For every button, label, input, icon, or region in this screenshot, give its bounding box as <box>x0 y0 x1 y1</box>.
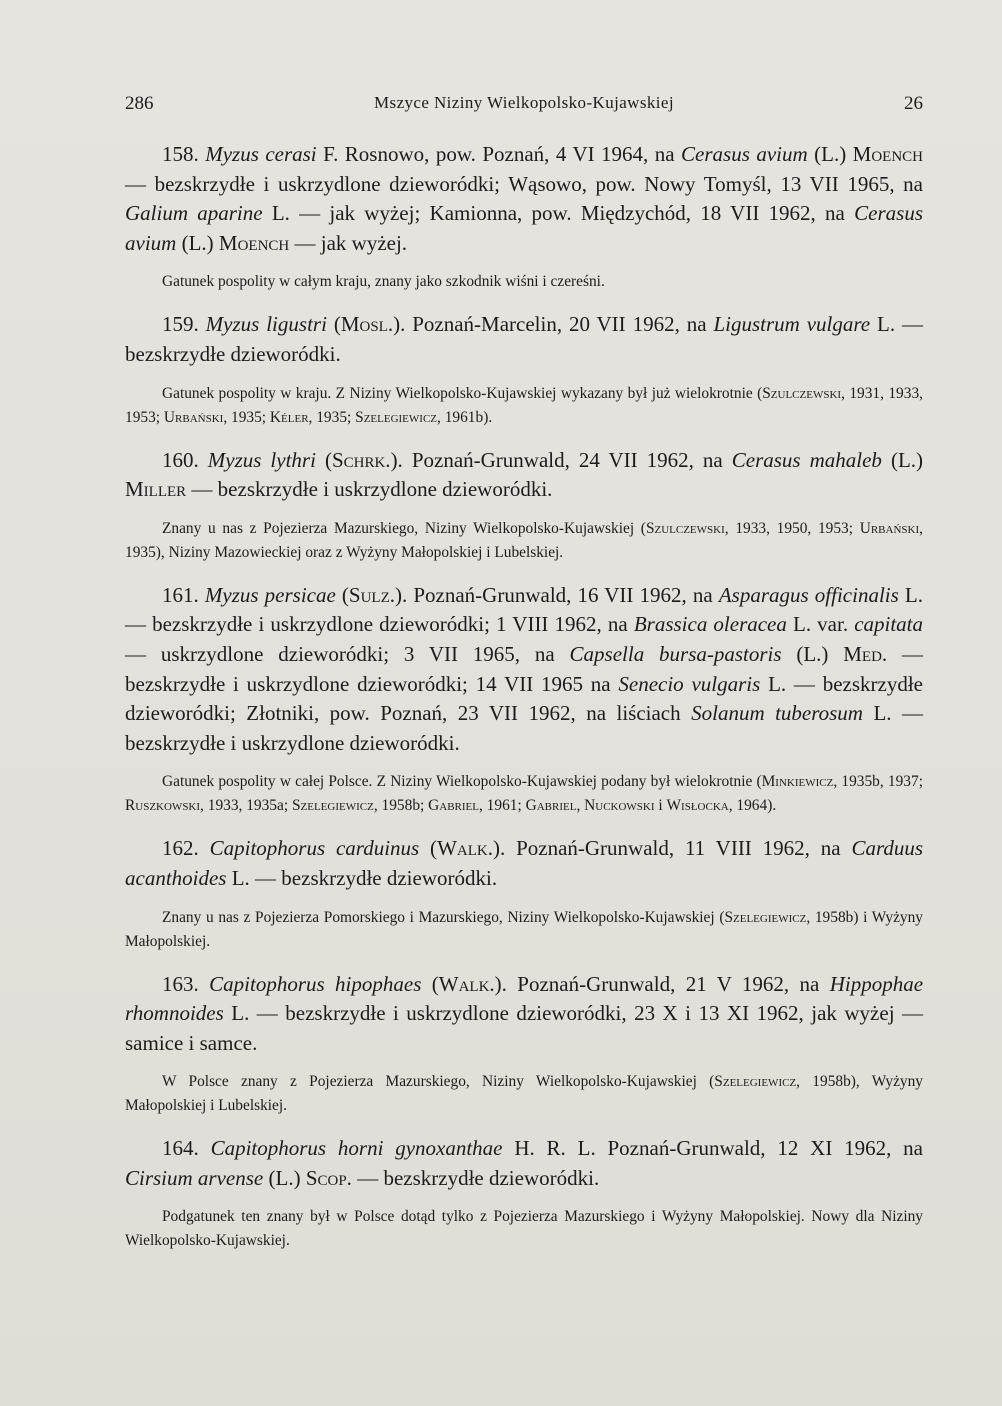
distribution-note <box>125 517 923 565</box>
species-name: Capitophorus horni gynoxanthae <box>210 1136 503 1161</box>
author-name: Mosl. <box>340 312 394 337</box>
author-name: Sulz. <box>348 582 395 607</box>
text-run: , 1958b), Wyżyny Małopolskiej i Lubelskiej. <box>125 1073 923 1115</box>
author-name: Med. <box>843 641 888 666</box>
text-run: L. — bezskrzydłe i uskrzydlone dzieworódki, 23 X i 13 XI 1962, jak wyżej — samice i samce. <box>125 1001 923 1055</box>
author-name: Walk. <box>437 836 493 861</box>
author-name: Minkiewicz <box>761 773 834 791</box>
chapter-number: 26 <box>904 93 923 114</box>
author-name: Szulczewski <box>762 384 842 402</box>
text-run: (L.) <box>263 1165 306 1190</box>
text-run: — bezskrzydłe i uskrzydlone dzieworódki; Wąsowo, pow. Nowy Tomyśl, 13 VII 1965, na <box>125 171 923 196</box>
text-run: (L.) <box>176 230 219 255</box>
species-name: Asparagus officinalis <box>718 582 899 607</box>
text-run: ). Poznań-Grunwald, 21 V 1962, na <box>494 971 830 996</box>
distribution-note <box>125 1070 923 1118</box>
entry-number: 161. <box>162 582 199 607</box>
text-run: , 1935; <box>308 408 356 426</box>
author-name: Scop. <box>305 1165 352 1190</box>
species-name: Cerasus mahaleb <box>731 447 882 472</box>
text-run: , 1961b). <box>437 408 493 426</box>
author-name: Moench <box>218 230 290 255</box>
distribution-note <box>125 770 923 818</box>
species-name: Solanum tuberosum <box>691 701 863 726</box>
text-run: (L.) <box>781 641 844 666</box>
text-run: ( <box>326 312 341 337</box>
species-entry <box>125 310 923 369</box>
author-name: Szelegiewicz <box>724 908 807 926</box>
author-name: Szelegiewicz <box>714 1073 797 1091</box>
text-run: , 1964). <box>728 797 777 815</box>
species-name: Cerasus avium <box>125 201 923 255</box>
author-name: Kéler <box>269 408 309 426</box>
author-name: Moench <box>852 142 923 166</box>
species-name: Hippophae rhomnoides <box>125 971 924 1026</box>
text-run: ). Poznań-Marcelin, 20 VII 1962, na <box>393 312 714 337</box>
page-number: 286 <box>125 93 154 114</box>
species-name: Capitophorus carduinus <box>209 836 420 861</box>
text-run: ( <box>419 836 438 861</box>
text-run: ( <box>315 447 332 472</box>
species-name: Brassica oleracea <box>633 612 787 637</box>
entry-number: 162. <box>162 836 199 861</box>
text-run: ( <box>335 582 349 607</box>
author-name: Urbański <box>859 519 920 537</box>
author-name: Wisłocka <box>666 797 729 815</box>
entry-number: 160. <box>162 447 199 472</box>
species-name: Capitophorus hipophaes <box>209 971 422 996</box>
author-name: Walk. <box>438 971 495 996</box>
text-run: — jak wyżej. <box>289 230 408 255</box>
entry-number: 158. <box>162 142 199 166</box>
text-run: Znany u nas z Pojezierza Pomorskiego i Mazurskiego, Niziny Wielkopolsko-Kujawskiej ( <box>162 908 725 926</box>
text-run: — bezskrzydłe i uskrzydlone dzieworódki; 14 VII 1965 na <box>125 641 923 696</box>
text-run: — bezskrzydłe dzieworódki. <box>351 1165 600 1190</box>
text-run: ). Poznań-Grunwald, 11 VIII 1962, na <box>492 836 852 861</box>
entry-number: 164. <box>162 1136 199 1161</box>
distribution-note <box>125 906 923 954</box>
species-name: Myzus lythri <box>207 447 316 472</box>
distribution-note <box>125 270 923 294</box>
species-name: Ligustrum vulgare <box>713 312 871 337</box>
text-run: F. Rosnowo, pow. Poznań, 4 VI 1964, na <box>316 142 682 166</box>
author-name: Gabriel <box>525 797 577 815</box>
author-name: Szulczewski <box>645 519 725 537</box>
text-run: , 1935; <box>223 408 270 426</box>
species-entry <box>125 1134 923 1193</box>
author-name: Gabriel <box>428 797 479 815</box>
text-run: Gatunek pospolity w kraju. Z Niziny Wielkopolsko-Kujawskiej wykazany był już wielokrotnie ( <box>162 384 763 402</box>
text-run: ). Poznań-Grunwald, 24 VII 1962, na <box>390 447 732 472</box>
author-name: Szelegiewicz <box>355 408 438 426</box>
text-run: L. var. <box>786 612 855 637</box>
text-run: L. — bezskrzydłe i uskrzydlone dzieworódki. <box>125 701 924 755</box>
species-name: Myzus ligustri <box>205 312 327 337</box>
species-name: Myzus persicae <box>204 582 336 607</box>
author-name: Ruszkowski <box>125 797 201 815</box>
text-run: — uskrzydlone dzieworódki; 3 VII 1965, na <box>125 641 570 666</box>
species-name: Cirsium arvense <box>125 1165 264 1190</box>
text-run: L. — bezskrzydłe i uskrzydlone dzieworódki; 1 VIII 1962, na <box>125 582 923 637</box>
distribution-note <box>125 1205 923 1253</box>
author-name: Miller <box>125 477 187 502</box>
text-run: , 1935b, 1937; <box>833 773 923 791</box>
entry-number: 163. <box>162 971 199 996</box>
text-run: , <box>576 797 585 815</box>
species-entry <box>125 581 923 759</box>
running-header <box>125 93 923 123</box>
text-run: L. — bezskrzydłe dzieworódki. <box>226 865 498 890</box>
text-run: — bezskrzydłe i uskrzydlone dzieworódki. <box>186 477 553 502</box>
text-run: Gatunek pospolity w całej Polsce. Z Niziny Wielkopolsko-Kujawskiej podany był wielokrotnie ( <box>162 773 762 791</box>
text-run: , 1933, 1950, 1953; <box>724 519 860 537</box>
page-content <box>125 140 923 1269</box>
text-run: ). Poznań-Grunwald, 16 VII 1962, na <box>395 582 719 607</box>
species-entry <box>125 970 923 1059</box>
species-name: Galium aparine <box>125 201 263 226</box>
author-name: Urbański <box>163 408 224 426</box>
text-run: Podgatunek ten znany był w Polsce dotąd tylko z Pojezierza Mazurskiego i Wyżyny Małopolskiej. Nowy dla Niziny Wielkopolsko-Kujawskiej. <box>125 1208 923 1250</box>
text-run: L. — bezskrzydłe dzieworódki. <box>125 312 923 366</box>
entry-number: 159. <box>162 312 199 337</box>
author-name: Szelegiewicz <box>291 797 374 815</box>
text-run: i <box>654 797 667 815</box>
text-run: L. — jak wyżej; Kamionna, pow. Międzychód, 18 VII 1962, na <box>262 201 855 226</box>
species-entry <box>125 446 923 505</box>
running-title: Mszyce Niziny Wielkopolsko-Kujawskiej <box>374 93 674 112</box>
author-name: Nuckowski <box>584 797 655 815</box>
species-name: Myzus cerasi <box>205 142 317 166</box>
text-run: , 1933, 1935a; <box>200 797 292 815</box>
text-run: , 1961; <box>478 797 526 815</box>
text-run: Gatunek pospolity w całym kraju, znany jako szkodnik wiśni i czereśni. <box>162 273 605 291</box>
species-entry <box>125 140 923 258</box>
text-run: (L.) <box>881 447 924 472</box>
species-entry <box>125 834 923 893</box>
text-run: , 1935), Niziny Mazowieckiej oraz z Wyżyny Małopolskiej i Lubelskiej. <box>125 519 923 561</box>
species-name: Carduus acanthoides <box>125 836 924 890</box>
text-run: ( <box>421 971 439 996</box>
text-run: , 1958b; <box>373 797 429 815</box>
text-run: H. R. L. Poznań-Grunwald, 12 XI 1962, na <box>502 1136 924 1161</box>
text-run: , 1931, 1933, 1953; <box>125 384 923 426</box>
author-name: Schrk. <box>331 447 391 472</box>
species-name: capitata <box>854 612 924 637</box>
text-run: L. — bezskrzydłe dzieworódki; Złotniki, pow. Poznań, 23 VII 1962, na liściach <box>125 671 923 726</box>
species-name: Senecio vulgaris <box>618 671 761 696</box>
text-run: (L.) <box>807 142 853 166</box>
species-name: Cerasus avium <box>681 142 808 166</box>
text-run: Znany u nas z Pojezierza Mazurskiego, Niziny Wielkopolsko-Kujawskiej ( <box>162 519 646 537</box>
text-run: , 1958b) i Wyżyny Małopolskiej. <box>125 908 923 950</box>
species-name: Capsella bursa-pastoris <box>569 641 782 666</box>
distribution-note <box>125 382 923 430</box>
text-run: W Polsce znany z Pojezierza Mazurskiego, Niziny Wielkopolsko-Kujawskiej ( <box>162 1073 715 1091</box>
